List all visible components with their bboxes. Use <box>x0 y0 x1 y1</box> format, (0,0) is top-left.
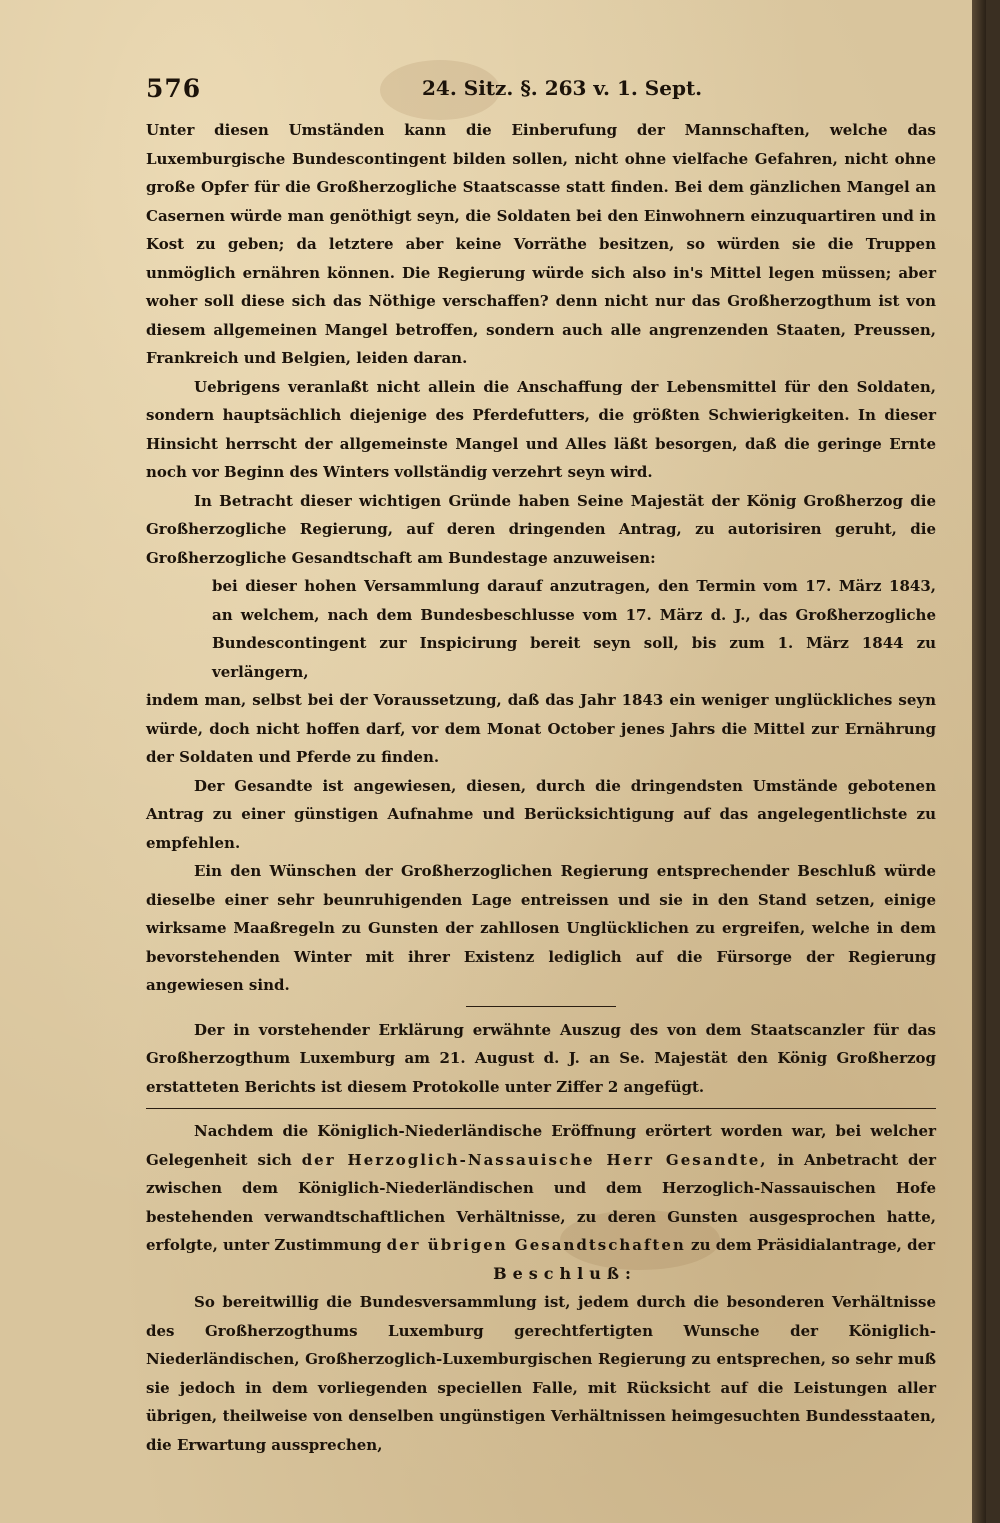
page-header <box>146 74 936 114</box>
paragraph: Ein den Wünschen der Großherzoglichen Regierung entsprechender Beschluß würde dieselbe einer sehr beunruhigenden Lage entreissen und sie in den Stand setzen, einige wirksame Maaßregeln zu Gunsten der zahllosen Unglücklichen zu ergreifen, welche in dem bevorstehenden Winter mit ihrer Existenz lediglich auf die Fürsorge der Regierung angewiesen sind. <box>146 862 936 994</box>
spaced-emphasis: der übrigen Gesandtschaften <box>386 1236 686 1254</box>
page-edge <box>972 0 986 1523</box>
body-text <box>146 116 936 1459</box>
paragraph: indem man, selbst bei der Voraussetzung, daß das Jahr 1843 ein weniger unglückliches seyn würde, doch nicht hoffen darf, vor dem Monat October jenes Jahrs die Mittel zur Ernährung der Soldaten und Pferde zu finden. <box>146 691 936 766</box>
paragraph: Der Gesandte ist angewiesen, diesen, durch die dringendsten Umstände gebotenen Antrag zu einer günstigen Aufnahme und Berücksichtigung auf das angelegentlichste zu empfehlen. <box>146 776 936 852</box>
quoted-motion: bei dieser hohen Versammlung darauf anzutragen, den Termin vom 17. März 1843, an welchem, nach dem Bundesbeschlusse vom 17. März d. J., das Großherzogliche Bundescontingent zur Inspicirung bereit seyn soll, bis zum 1. März 1844 zu verlängern, <box>212 577 936 681</box>
paragraph: In Betracht dieser wichtigen Gründe haben Seine Majestät der König Großherzog die Großherzogliche Regierung, auf deren dringenden Antrag, zu autorisiren geruht, die Großherzogliche Gesandtschaft am Bundestage anzuweisen: <box>146 491 936 567</box>
intro-text: Nachdem die Königlich-Niederländische Eröffnung erörtert worden war, bei welcher Gelegenheit sich <box>146 1122 936 1169</box>
protocol-note: Der in vorstehender Erklärung erwähnte Auszug des von dem Staatscanzler für das Großherzogthum Luxemburg am 21. August d. J. an Se. Majestät den König Großherzog erstatteten Berichts ist diesem Protokolle unter Ziffer 2 angefügt. <box>146 1020 936 1096</box>
section-intro <box>146 1117 936 1260</box>
resolution-heading: Beschluß: <box>493 1263 637 1283</box>
spaced-emphasis: der Herzoglich-Nassauische Herr Gesandte, <box>301 1150 768 1169</box>
section-divider <box>146 1108 936 1109</box>
resolution-text: So bereitwillig die Bundesversammlung ist, jedem durch die besonderen Verhältnisse des Großherzogthums Luxemburg gerechtfertigten Wunsche der Königlich-Niederländischen, Großherzoglich-Luxemburgischen Regierung zu entsprechen, so sehr muß sie jedoch in dem vorliegenden speciellen Falle, mit Rücksicht auf die Leistungen aller übrigen, theilweise von denselben ungünstigen Verhältnissen heimgesuchten Bundesstaaten, die Erwartung aussprechen, <box>146 1293 936 1454</box>
paragraph: Uebrigens veranlaßt nicht allein die Anschaffung der Lebensmittel für den Soldaten, sondern hauptsächlich diejenige des Pferdefutters, die größten Schwierigkeiten. In dieser Hinsicht herrscht der allgemeinste Mangel und Alles läßt besorgen, daß die geringe Ernte noch vor Beginn des Winters vollständig verzehrt seyn wird. <box>146 377 936 481</box>
running-head: 24. Sitz. §. 263 v. 1. Sept. <box>422 76 703 100</box>
intro-text: zu dem Präsidialantrage, der <box>691 1236 936 1254</box>
intro-text: in Anbetracht der zwischen dem Königlich-Niederländischen und dem Herzoglich-Nassauischen Hofe bestehenden verwandtschaftlichen Verhältnisse, zu deren Gunsten ausgesprochen hatte, erfolgte, unter Zustimmung <box>146 1150 936 1254</box>
paragraph: Unter diesen Umständen kann die Einberufung der Mannschaften, welche das Luxemburgische Bundescontingent bilden sollen, nicht ohne vielfache Gefahren, nicht ohne große Opfer für die Großherzogliche Staatscasse statt finden. Bei dem gänzlichen Mangel an Casernen würde man genöthigt seyn, die Soldaten bei den Einwohnern einzuquartiren und in Kost zu geben; da letztere aber keine Vorräthe besitzen, so würden sie die Truppen unmöglich ernähren können. Die Regierung würde sich also in's Mittel legen müssen; aber woher soll diese sich das Nöthige verschaffen? denn nicht nur das Großherzogthum ist von diesem allgemeinen Mangel betroffen, sondern auch alle angrenzenden Staaten, Preussen, Frankreich und Belgien, leiden daran. <box>146 121 936 367</box>
page-number: 576 <box>146 74 202 103</box>
short-divider <box>466 1006 616 1007</box>
